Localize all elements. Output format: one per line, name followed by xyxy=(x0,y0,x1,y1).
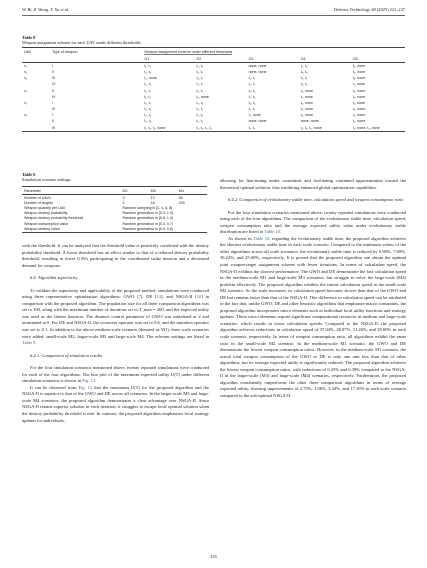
table-cell: t₂, t₄ xyxy=(144,107,152,112)
table-cell: t₅, t₇ xyxy=(144,88,151,93)
table-cell: IV xyxy=(52,94,56,99)
col-m2: M2 xyxy=(123,187,151,195)
col-g3: G3 xyxy=(249,55,301,63)
col-g2: G2 xyxy=(196,55,248,63)
table9-caption xyxy=(22,172,72,183)
table-cell: v₁ xyxy=(24,64,28,68)
table-cell: t₁, t₂ xyxy=(300,76,308,81)
table-cell: t₃, t₄ xyxy=(144,119,152,124)
table-cell: t₂, none xyxy=(352,113,366,118)
table-cell: 18 xyxy=(150,200,155,205)
table-cell: none, none xyxy=(248,70,267,75)
paragraph: with the threshold. It can be analyzed that the threshold value is positively correlated with the destroy probability threshold. A lower threshold has an effect similar to that of a reduced destroy probability threshold, resulting in fewer UAVs participating in the coordinated strike mission and a decreased demand for weapons. xyxy=(22,243,209,268)
table-cell: t₁, t₂ xyxy=(249,125,301,132)
table-cell: I xyxy=(52,100,54,105)
table-cell: t₅, none xyxy=(352,107,366,112)
table-cell: 50 xyxy=(178,195,183,200)
table-cell: t₁, t₂ xyxy=(248,76,256,81)
table-cell: t₁, t₂, t₃, t₄ xyxy=(196,125,248,132)
table-cell: t₂, none xyxy=(352,119,366,124)
table-cell: t₃, t₄ xyxy=(248,100,256,105)
col-m3: M3 xyxy=(151,187,179,195)
col-g1: G1 xyxy=(144,55,196,63)
table-cell: v₄ xyxy=(24,88,28,93)
table-cell: t₄, t₅ xyxy=(196,76,204,81)
table-cell: v₃ xyxy=(24,76,28,81)
table-cell: t₂, none xyxy=(352,64,366,68)
table-cell: t₂, none, t₄, none xyxy=(353,125,405,132)
table-cell: t₅, t₇ xyxy=(196,82,204,87)
table8-label: Table 8 xyxy=(22,35,36,40)
table-cell: t₁, t₅ xyxy=(300,64,308,68)
table-cell: Random generation in [0.4, 0.6) xyxy=(123,226,207,233)
paragraph: As shown in Table 10, regarding the evolutionary stable time, the proposed algorithm achieves the shortest evolutionary stable time in each scale scenario. Compared to the minimum values of the other algorithms across all scale scenarios, the evolutionary stable time is reduced by 6.98%, 7.69%, 38.24%, and 25.00%, respectively. It is proved that the proposed algorithm can obtain the optimal joint weapon-target assignment scheme with fewer iterations. In terms of calculation speed, the NSGA-II exhibits the slowest performance. The GWO and DE demonstrate the fast calculation speed in the medium-scale M1 and large-scale M3 scenarios, but struggle to solve the large-scale (M4) problem effectively. The proposed algorithm exhibits the fastest calculation speed in the small-scale M2 scenario. As the scale increases, its calculation speed becomes slower than that of the GWO and DE but remains faster than that of the NSGA-II. This difference in calculation speed can be attributed to the fact that, unlike GWO, DE and other heuristic algorithms that emphasize macro constraints, the proposed algorithm incorporates micro elements such as individual local utility functions and strategy updates. These micro elements require significant computational resources in medium and large-scale scenarios, which results in lower calculation speeds. Compared to the NSGA-II, the proposed algorithm achieves reductions in calculation speed of 37.04%, 28.97%, 11.26%, and 35.00% in each scale scenario, respectively. In terms of weapon consumption ratio, all algorithms exhibit the same ratio in the small-scale M2 scenario. In the medium-scale M1 scenario, the GWO and DE demonstrate the lowest weapon consumption ratios. However, in the medium-scale M1 scenario, the actual total weapon consumption of the GWO or DE is only one unit less than that of other algorithms, but its average expected utility is significantly reduced. The proposed algorithm achieves the lowest weapon consumption ratios, with reductions of 6.25% and 6.38% compared to the NSGA-II in the larger-scale (M3) and large-scale (M4) scenarios, respectively. Furthermore, the proposed algorithm consistently outperforms the other three comparison algorithms in terms of average expected utility, showing improvements of 2.75%, 1.06%, 3.34%, and 17.18% in each scale scenario compared to the sub-optimal NSGA-II. xyxy=(220,235,406,398)
table-cell: I xyxy=(52,64,54,68)
table-cell: 12 xyxy=(150,195,155,200)
citation-link[interactable]: 13 xyxy=(156,294,162,300)
running-header-journal: Defence Technology 48 (2025) 221–237 xyxy=(333,7,405,12)
page-number: 235 xyxy=(210,554,217,559)
table-cell: Number of UAVs xyxy=(24,195,51,200)
table-cell: Random generation in [0.4, 0.7) xyxy=(122,221,174,226)
table-cell: v₂ xyxy=(24,70,28,75)
table9-title: Simulation scenario settings. xyxy=(22,177,72,183)
figure-link[interactable]: Fig. 13 xyxy=(82,378,96,384)
table-cell: t₂, t₆ xyxy=(196,100,204,105)
table-cell: t₄, none xyxy=(196,94,209,99)
col-uav: UAV xyxy=(22,48,52,56)
table-cell: none, none xyxy=(248,119,267,124)
table-cell: t₄, none xyxy=(352,94,366,99)
table-cell: IV xyxy=(52,82,56,87)
table-cell xyxy=(22,125,52,132)
table8-title: Weapon assignment scheme for each UAV under different thresholds. xyxy=(22,40,142,46)
col-g5: G5 xyxy=(353,55,405,63)
table-cell: t₂, none xyxy=(300,107,314,112)
table-cell: t₁, t₄, t₆, none xyxy=(301,125,353,132)
table-cell: v₆ xyxy=(24,113,28,118)
table-cell: t₂, t₄ xyxy=(248,88,256,93)
table-cell: II xyxy=(52,70,55,75)
table-cell: III xyxy=(52,125,144,132)
table8-caption xyxy=(22,35,142,46)
table-cell: t₁, t₃ xyxy=(196,119,204,124)
table-cell: t₃, none xyxy=(300,100,314,105)
col-g4: G4 xyxy=(301,55,353,63)
table-cell: Random generation in [0.3, 1.0) xyxy=(122,211,174,216)
table9-label: Table 9 xyxy=(22,172,36,177)
table-cell: II xyxy=(52,119,55,124)
table-cell: t₃, t₆ xyxy=(196,64,204,68)
col-parameter: Parameter xyxy=(22,187,123,195)
table-cell: Weapon destroy probability xyxy=(24,211,68,216)
paragraph: For the four simulation scenarios mentioned above, twenty repeated simulations were conducted for each of the four algorithms. The box plot of the maximum expected utility U(T) under different simulation scenarios is shown in Fig. 13. xyxy=(22,365,209,384)
table-cell: I xyxy=(52,113,54,118)
right-column xyxy=(220,178,406,400)
table-cell: t₁, t₈ xyxy=(196,113,204,118)
table-cell: Weapon consumption value xyxy=(24,221,69,226)
table-cell: none, none xyxy=(300,119,319,124)
left-column xyxy=(22,243,209,424)
table-cell: 3 xyxy=(122,200,125,205)
table-cell: t₂, none xyxy=(300,88,314,93)
table-cell: III xyxy=(52,76,56,81)
running-header-authors: W. Bi, Z. Wang, Y. Xu et al. xyxy=(22,7,70,12)
table-cell: t₈, none xyxy=(352,76,366,81)
table-row xyxy=(22,226,207,233)
table-cell: 3 xyxy=(122,195,125,200)
table-cell: t₁, t₇ xyxy=(144,94,151,99)
col-span-schemes: Weapon assignment scheme under different thresholds xyxy=(144,48,405,56)
paragraph: allowing for fine-tuning under constraints and facilitating continued approximation toward the theoretical optimal solution, thus exhibiting enhanced global optimization capabilities. xyxy=(220,178,406,190)
table-cell: t₁, none xyxy=(352,82,366,87)
table-cell: Number of targets xyxy=(24,200,53,205)
table-cell: t₂, t₆ xyxy=(300,82,308,87)
table-cell: t₂, none xyxy=(144,76,157,81)
table-cell: v₅ xyxy=(24,100,28,105)
table-link[interactable]: Table 10 xyxy=(264,229,281,235)
citation-link[interactable]: 7 xyxy=(138,294,141,300)
table-cell: t₂, none xyxy=(300,113,314,118)
table-row xyxy=(22,63,405,70)
table-link[interactable]: Table 9 xyxy=(22,340,36,346)
table-cell: t₃, none xyxy=(352,70,366,75)
table-cell: t₂, t₅ xyxy=(196,107,204,112)
table-cell: Weapon destroy value xyxy=(22,226,123,233)
table-cell: t₁, t₇ xyxy=(248,107,256,112)
table-cell: III xyxy=(52,107,56,112)
table-cell: t₃, none xyxy=(352,88,366,93)
header-rule xyxy=(22,15,405,16)
table-cell: t₂, t₇ xyxy=(144,100,151,105)
table-cell: Random sampling in [2, 4, 6, 8] xyxy=(122,205,173,210)
table-cell: t₃, t₈ xyxy=(300,70,308,75)
table-cell: t₁, t₂ xyxy=(196,70,204,75)
table-cell: t₂, t₄ xyxy=(144,82,152,87)
table-cell: t₂, t₄ xyxy=(144,113,152,118)
subsection-heading: 6.4.2. Comparison of evolutionary stable time, calculation speed and weapon consumption ratio xyxy=(228,197,404,203)
subsection-heading: 6.4.1. Comparison of simulation results xyxy=(30,352,102,358)
table-link[interactable]: Table 10 xyxy=(253,235,270,241)
paragraph: For the four simulation scenarios mentioned above, twenty repeated simulations were conducted using each of the four algorithms. The comparison of the evolutionary stable time, calculation speed, weapon consumption ratio and the average expected utility value under evolutionary stable distribution are listed in Table 10. xyxy=(220,209,406,235)
table-cell: t₁, t₈ xyxy=(248,94,256,99)
table-cell: Random generation in [0.8, 1.0) xyxy=(122,216,174,221)
figure-link[interactable]: Fig. 13 xyxy=(78,384,93,390)
table-cell: t₂, t₇ xyxy=(196,88,204,93)
simulation-settings-table xyxy=(22,186,207,233)
table-cell: t₁, none xyxy=(248,113,261,118)
weapon-assignment-table xyxy=(22,47,405,132)
section-heading: 6.4. Algorithm superiority xyxy=(30,275,78,281)
citation-link[interactable]: 10 xyxy=(196,294,202,300)
col-weapon-type: Type of weapon xyxy=(52,48,144,56)
paragraph: To validate the superiority and applicability of the proposed method, simulations were conducted using three representative optimization algorithms: GWO [7], DE [13], and NSGA-II [10] in comparison with the proposed algorithm. The population size for all three comparison algorithms was set to 100, along with the maximum number of iterations set to T_max = 200, and the expected utility was used as the fitness function. The distance control parameter of GWO was initialized at 2 and terminated at 0. For DE and NSGA-II, the crossover operator was set to 0.6, and the mutation operator was set to 0.1. In addition to the above medium-scale scenario (denoted as M1), three scale scenarios were added: small-scale M2, larger-scale M3 and large-scale M4. The relevant settings are listed in Table 9. xyxy=(22,287,209,346)
paragraph: It can be observed from Fig. 13 that the maximum U(T) for the proposed algorithm and the NSGA-II is superior to that of the GWO and DE across all scenarios. In the larger-scale M3 and large-scale M4 scenarios, the proposed algorithm demonstrates a clear advantage over NSGA-II. Since NSGA-II retains superior solution in each iteration, it struggles to escape local optimal solution when the destroy probability threshold is met. In contrast, the proposed algorithm emphasizes local strategy updates for individuals, xyxy=(22,384,209,423)
table-cell: t₁, none xyxy=(300,94,313,99)
table-cell: none, none xyxy=(248,64,267,68)
col-m4: M4 xyxy=(179,187,207,195)
table-cell: Weapon destroy probability threshold xyxy=(24,216,84,221)
table-cell: 100 xyxy=(178,200,185,205)
table-cell: t₁, t₂, t₅, none xyxy=(144,125,196,132)
table-cell: t₁, none xyxy=(352,100,366,105)
table-cell: t₁, t₃ xyxy=(144,64,151,68)
table-cell: t₁, t₂ xyxy=(248,82,256,87)
table-cell: Weapon quantity per UAV xyxy=(24,205,66,210)
table-cell: II xyxy=(52,88,55,93)
table-row xyxy=(22,125,405,132)
table-cell: t₄, t₈ xyxy=(144,70,152,75)
